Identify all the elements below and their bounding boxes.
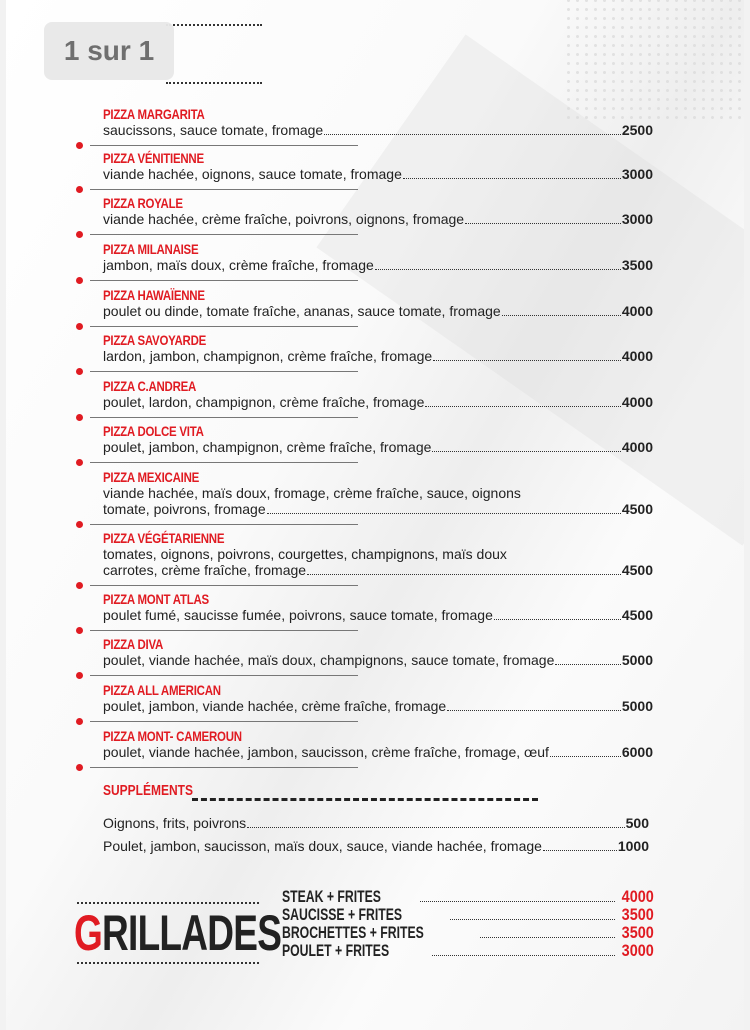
pizza-name: PIZZA HAWAÏENNE [103, 287, 205, 303]
pizza-bullet [76, 323, 83, 330]
grillade-price: 3000 [621, 941, 654, 960]
pizza-item [103, 332, 653, 364]
supplement-item [103, 815, 649, 831]
pizza-bullet [76, 521, 83, 528]
pizza-underline [90, 462, 358, 463]
pizza-underline [90, 371, 358, 372]
pizza-underline [90, 524, 358, 525]
pizza-price: 4000 [621, 394, 653, 410]
pizza-description: viande hachée, maïs doux, fromage, crème fraîche, sauce, oignons [103, 485, 521, 501]
grillade-name: SAUCISSE + FRITES [282, 905, 403, 924]
grillades-bottom-line [77, 962, 259, 964]
top-dotted-line [166, 24, 262, 26]
grillade-item [282, 888, 654, 906]
pizza-bullet [76, 414, 83, 421]
pizza-underline [90, 326, 358, 327]
pizza-description: viande hachée, crème fraîche, poivrons, oignons, fromage [103, 211, 465, 227]
pizza-name: PIZZA MARGARITA [103, 106, 205, 122]
pizza-price: 6000 [621, 744, 653, 760]
grillade-item [282, 924, 654, 942]
pizza-bullet [76, 231, 83, 238]
pizza-underline [90, 585, 358, 586]
supplement-item [103, 838, 649, 854]
pizza-bullet [76, 718, 83, 725]
pizza-bullet [76, 672, 83, 679]
pizza-item [103, 591, 653, 623]
grillade-price: 4000 [621, 887, 654, 906]
page-indicator: 1 sur 1 [44, 22, 174, 80]
pizza-item [103, 378, 653, 410]
pizza-description: poulet, viande hachée, jambon, saucisson, crème fraîche, fromage, œuf [103, 744, 549, 760]
pizza-price: 4000 [621, 439, 653, 455]
pizza-name: PIZZA ALL AMERICAN [103, 682, 221, 698]
pizza-price: 4500 [621, 501, 653, 517]
pizza-name: PIZZA SAVOYARDE [103, 332, 207, 348]
pizza-description: poulet, jambon, champignon, crème fraîche, fromage [103, 439, 432, 455]
pizza-description: saucissons, sauce tomate, fromage [103, 122, 324, 138]
pizza-underline [90, 675, 358, 676]
supplement-text: Oignons, frits, poivrons [103, 815, 247, 831]
pizza-underline [90, 417, 358, 418]
supplement-price: 500 [625, 815, 649, 831]
pizza-description: viande hachée, oignons, sauce tomate, fromage [103, 166, 402, 182]
pizza-item [103, 195, 653, 227]
pizza-description: tomate, poivrons, fromage [103, 501, 266, 517]
supplement-price: 1000 [617, 838, 649, 854]
pizza-price: 2500 [621, 122, 653, 138]
pizza-price: 4000 [621, 348, 653, 364]
grillade-name: BROCHETTES + FRITES [282, 923, 424, 942]
pizza-underline [90, 767, 358, 768]
grillade-item [282, 906, 654, 924]
pizza-item [103, 682, 653, 714]
pizza-bullet [76, 186, 83, 193]
pizza-name: PIZZA DIVA [103, 636, 164, 652]
pizza-item [103, 423, 653, 455]
pizza-price: 4500 [621, 562, 653, 578]
pizza-bullet [76, 368, 83, 375]
pizza-name: PIZZA MILANAISE [103, 241, 199, 257]
pizza-bullet [76, 764, 83, 771]
pizza-price: 4000 [621, 303, 653, 319]
pizza-price: 3000 [621, 211, 653, 227]
pizza-description: poulet, jambon, viande hachée, crème fraîche, fromage [103, 698, 447, 714]
pizza-price: 3500 [621, 257, 653, 273]
top-dotted-line-2 [166, 82, 262, 84]
pizza-item [103, 150, 653, 182]
pizza-name: PIZZA MONT ATLAS [103, 591, 209, 607]
pizza-item [103, 106, 653, 138]
pizza-price: 4500 [621, 607, 653, 623]
pizza-description: poulet, viande hachée, maïs doux, champignons, sauce tomate, fromage [103, 652, 555, 668]
pizza-underline [90, 721, 358, 722]
pizza-underline [90, 234, 358, 235]
pizza-item [103, 530, 653, 578]
pizza-underline [90, 630, 358, 631]
supplements-dashed-line [192, 798, 538, 801]
pizza-underline [90, 145, 358, 146]
pizza-description: jambon, maïs doux, crème fraîche, fromage [103, 257, 374, 273]
pizza-item [103, 287, 653, 319]
pizza-underline [90, 189, 358, 190]
supplement-text: Poulet, jambon, saucisson, maïs doux, sauce, viande hachée, fromage [103, 838, 542, 854]
pizza-price: 5000 [621, 652, 653, 668]
pizza-description: poulet, lardon, champignon, crème fraîche, fromage [103, 394, 425, 410]
pizza-description: poulet ou dinde, tomate fraîche, ananas, sauce tomate, fromage [103, 303, 501, 319]
pizza-name: PIZZA MEXICAINE [103, 469, 200, 485]
pizza-underline [90, 280, 358, 281]
pizza-item [103, 469, 653, 517]
pizza-name: PIZZA DOLCE VITA [103, 423, 204, 439]
pizza-name: PIZZA C.ANDREA [103, 378, 197, 394]
pizza-item [103, 636, 653, 668]
grillades-title: GRILLADES [74, 905, 282, 961]
pizza-description: carrotes, crème fraîche, fromage [103, 562, 307, 578]
pizza-name: PIZZA ROYALE [103, 195, 183, 211]
pizza-description: lardon, jambon, champignon, crème fraîche, fromage [103, 348, 433, 364]
pizza-bullet [76, 142, 83, 149]
pizza-name: PIZZA VÉNITIENNE [103, 150, 204, 166]
pizza-price: 3000 [621, 166, 653, 182]
grillade-price: 3500 [621, 923, 654, 942]
grillade-item [282, 942, 654, 960]
pizza-name: PIZZA VÉGÉTARIENNE [103, 530, 225, 546]
pizza-price: 5000 [621, 698, 653, 714]
grillade-price: 3500 [621, 905, 654, 924]
pizza-description: poulet fumé, saucisse fumée, poivrons, sauce tomate, fromage [103, 607, 493, 623]
pizza-name: PIZZA MONT- CAMEROUN [103, 728, 242, 744]
pizza-bullet [76, 627, 83, 634]
pizza-bullet [76, 582, 83, 589]
pizza-bullet [76, 277, 83, 284]
pizza-bullet [76, 459, 83, 466]
pizza-description: tomates, oignons, poivrons, courgettes, champignons, maïs doux [103, 546, 507, 562]
pizza-item [103, 728, 653, 760]
pizza-item [103, 241, 653, 273]
grillade-name: POULET + FRITES [282, 941, 390, 960]
grillade-name: STEAK + FRITES [282, 887, 381, 906]
supplements-title: SUPPLÉMENTS [103, 782, 194, 799]
